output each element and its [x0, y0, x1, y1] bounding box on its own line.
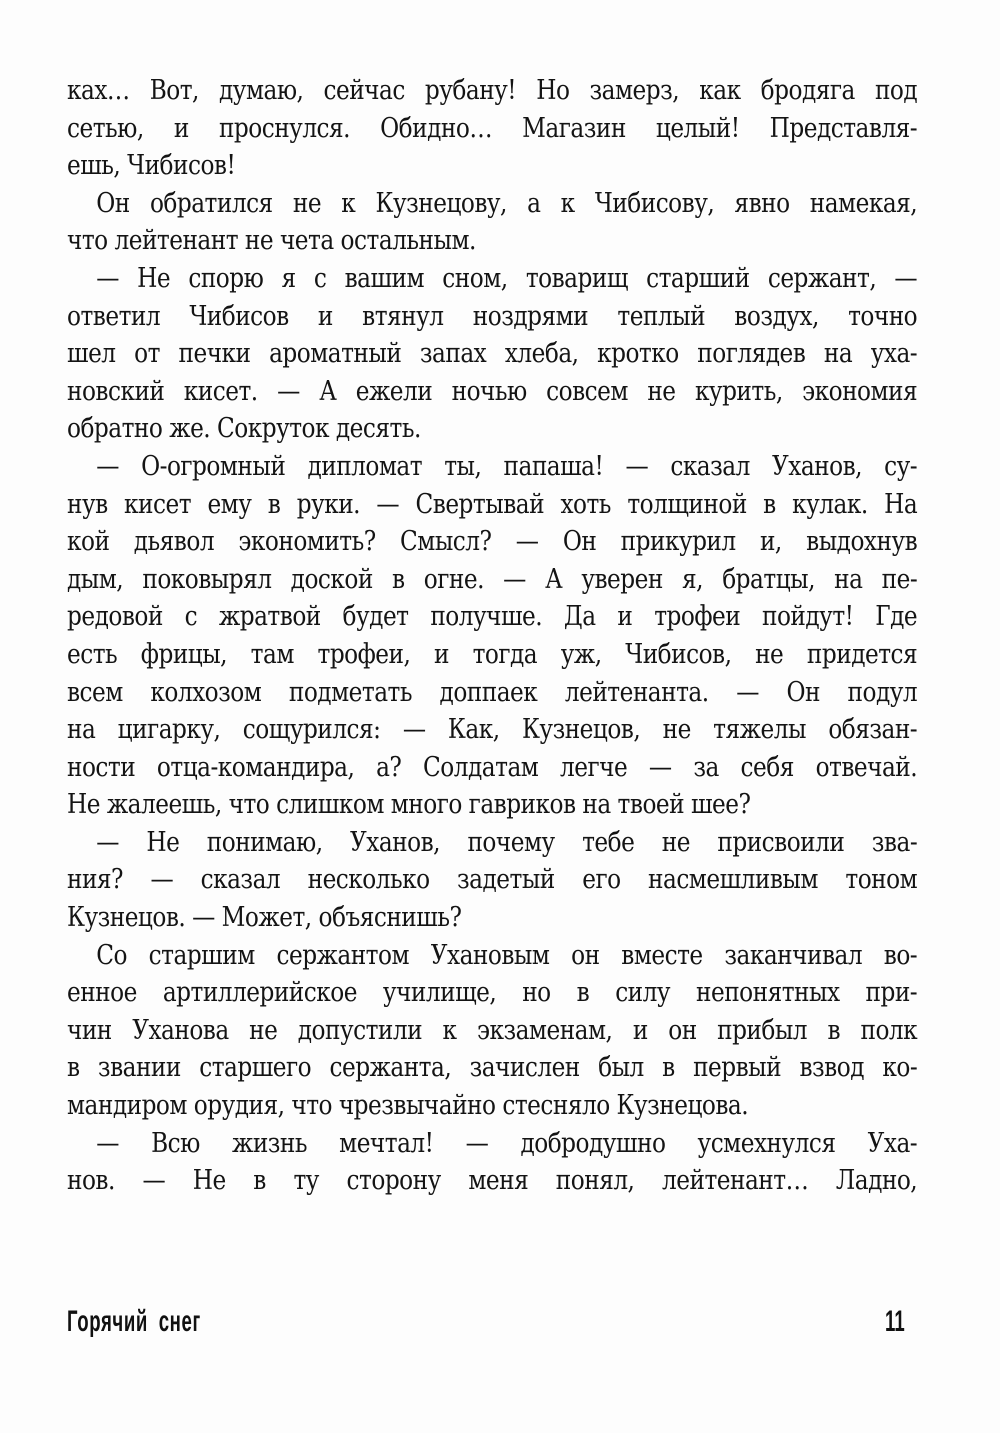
text-line: дым, поковырял доской в огне. — А уверен я, братцы, на пе- [67, 563, 918, 595]
body-text [67, 72, 917, 1200]
text-line: обратно же. Сокруток десять. [67, 413, 421, 445]
text-line: ния? — сказал несколько задетый его насмешливым тоном [67, 864, 918, 896]
text-line: шел от печки ароматный запах хлеба, кротко поглядев на уха- [67, 338, 918, 370]
page-footer [67, 1305, 917, 1345]
text-line: — Не понимаю, Уханов, почему тебе не присвоили зва- [96, 826, 918, 858]
text-line: Он обратился не к Кузнецову, а к Чибисову, явно намекая, [96, 187, 918, 219]
text-line: нув кисет ему в руки. — Свертывай хоть толщиной в кулак. На [67, 488, 918, 520]
text-line: новский кисет. — А ежели ночью совсем не курить, экономия [67, 375, 918, 407]
text-line: Кузнецов. — Может, объяснишь? [67, 902, 462, 934]
text-line: — Не спорю я с вашим сном, товарищ старший сержант, — [96, 262, 918, 294]
text-line: есть фрицы, там трофеи, и тогда уж, Чибисов, не придется [67, 638, 918, 670]
text-line: Не жалеешь, что слишком много гавриков на твоей шее? [67, 789, 751, 821]
text-line: кой дьявол экономить? Смысл? — Он прикурил и, выдохнув [67, 526, 918, 558]
text-line: сетью, и проснулся. Обидно… Магазин целый! Представля- [67, 112, 918, 144]
text-line: ешь, Чибисов! [67, 150, 236, 182]
page-number: 11 [885, 1305, 905, 1338]
text-line: Со старшим сержантом Ухановым он вместе заканчивал во- [96, 939, 918, 971]
text-line: ответил Чибисов и втянул ноздрями теплый воздух, точно [67, 300, 918, 332]
text-line: ках… Вот, думаю, сейчас рубану! Но замерз, как бродяга под [67, 75, 918, 106]
text-line: мандиром орудия, что чрезвычайно стесняло Кузнецова. [67, 1090, 749, 1122]
running-title: Горячий снег [67, 1305, 201, 1338]
text-line: на цигарку, сощурился: — Как, Кузнецов, не тяжелы обязан- [67, 714, 918, 746]
text-line: что лейтенант не чета остальным. [67, 225, 476, 257]
text-line: чин Уханова не допустили к экзаменам, и он прибыл в полк [67, 1014, 918, 1046]
text-line: — О-огромный дипломат ты, папаша! — сказал Уханов, су- [96, 450, 918, 482]
text-line: редовой с жратвой будет получше. Да и трофеи пойдут! Где [67, 601, 918, 633]
text-line: — Всю жизнь мечтал! — добродушно усмехнулся Уха- [96, 1127, 918, 1159]
text-line: нов. — Не в ту сторону меня понял, лейтенант… Ладно, [67, 1165, 918, 1197]
text-line: в звании старшего сержанта, зачислен был в первый взвод ко- [67, 1052, 918, 1084]
text-line: енное артиллерийское училище, но в силу непонятных при- [67, 977, 918, 1009]
text-line: всем колхозом подметать доппаек лейтенанта. — Он подул [67, 676, 918, 708]
text-line: ности отца-командира, а? Солдатам легче — за себя отвечай. [67, 751, 918, 783]
